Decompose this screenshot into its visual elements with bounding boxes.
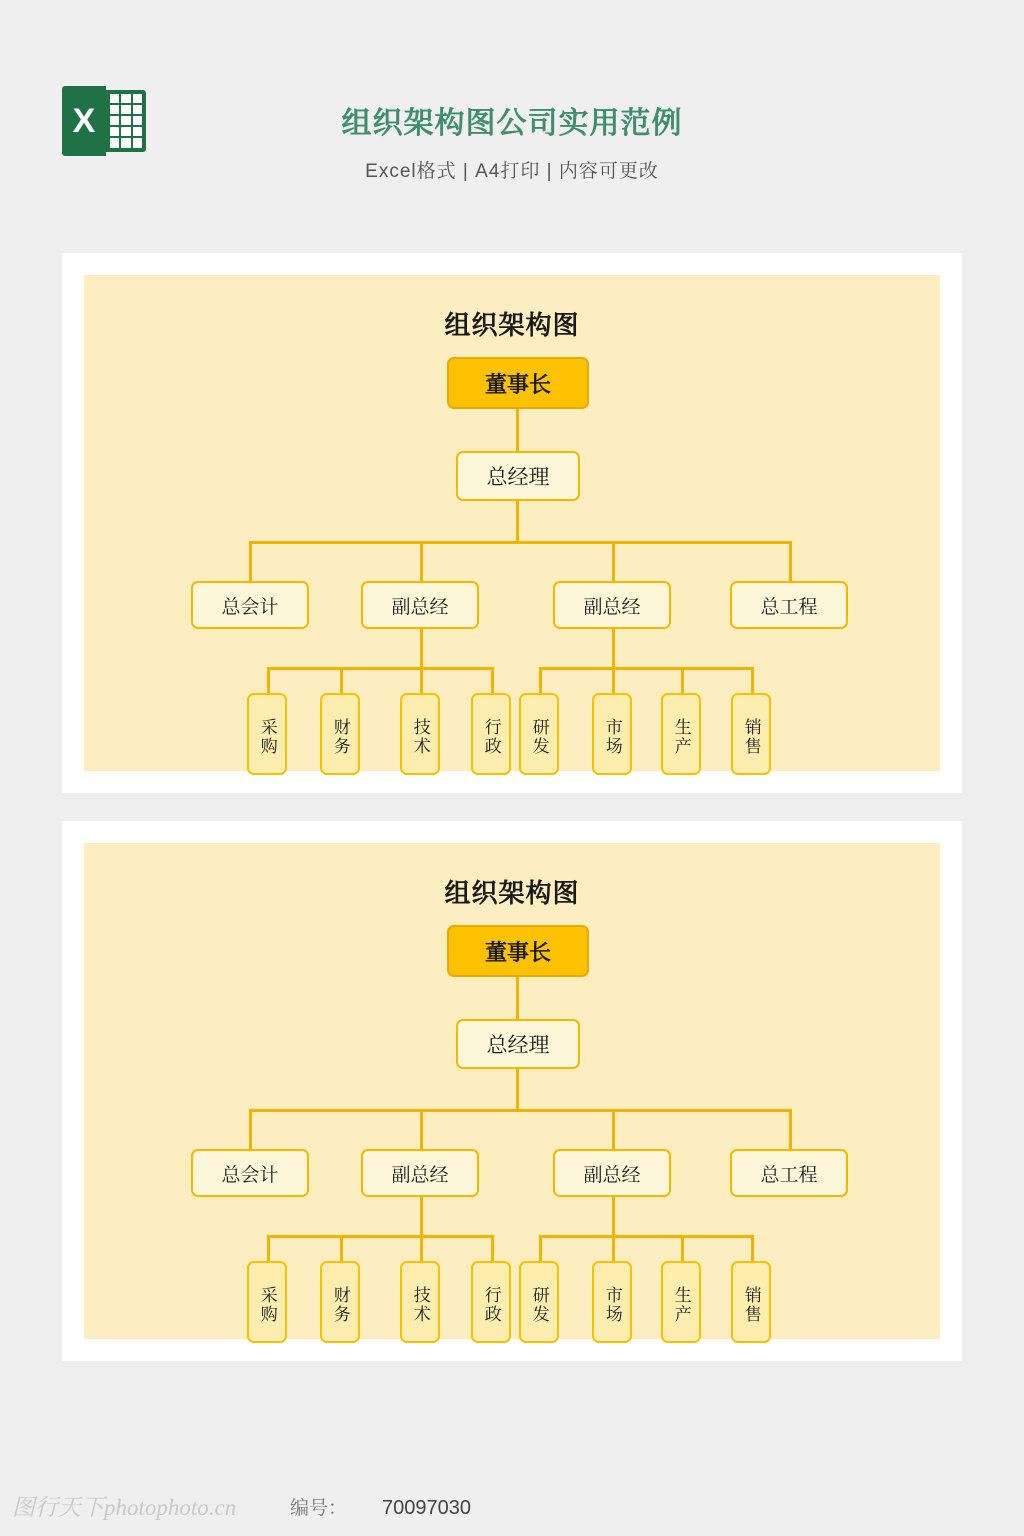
connector: [681, 1235, 684, 1261]
connector: [249, 541, 789, 544]
connector: [249, 541, 252, 581]
chart-title: 组织架构图: [444, 878, 580, 908]
node-administration[interactable]: 行政: [471, 693, 511, 775]
connector: [539, 1235, 542, 1261]
connector: [267, 667, 491, 670]
connector: [267, 667, 270, 693]
watermark-text: 图行天下photophoto.cn: [12, 1495, 237, 1520]
connector: [516, 501, 519, 541]
page-header: [0, 0, 1024, 230]
connector: [681, 667, 684, 693]
node-rnd[interactable]: 研发: [519, 1261, 559, 1343]
connector: [491, 667, 494, 693]
connector: [340, 667, 343, 693]
page-subtitle: Excel格式 | A4打印 | 内容可更改: [365, 161, 659, 182]
node-chief-accountant[interactable]: 总会计: [191, 1149, 309, 1197]
connector: [420, 541, 423, 581]
connector: [249, 1109, 789, 1112]
node-sales[interactable]: 销售: [731, 1261, 771, 1343]
connector: [420, 1109, 423, 1149]
node-finance[interactable]: 财务: [320, 693, 360, 775]
code-value: 70097030: [382, 1497, 471, 1519]
node-chief-engineer[interactable]: 总工程: [730, 581, 848, 629]
node-rnd[interactable]: 研发: [519, 693, 559, 775]
connector: [516, 409, 519, 451]
connector: [267, 1235, 270, 1261]
node-chairman[interactable]: 董事长: [447, 357, 589, 409]
connector: [751, 667, 754, 693]
connector: [420, 629, 423, 667]
node-general-manager[interactable]: 总经理: [456, 451, 580, 501]
org-chart-card-1: [62, 253, 962, 793]
node-marketing[interactable]: 市场: [592, 1261, 632, 1343]
connector: [539, 667, 751, 670]
connector: [539, 667, 542, 693]
node-production[interactable]: 生产: [661, 693, 701, 775]
node-deputy-gm-1[interactable]: 副总经: [361, 581, 479, 629]
connector: [491, 1235, 494, 1261]
node-deputy-gm-2[interactable]: 副总经: [553, 1149, 671, 1197]
connector: [789, 541, 792, 581]
node-purchasing[interactable]: 采购: [247, 1261, 287, 1343]
node-chief-accountant[interactable]: 总会计: [191, 581, 309, 629]
connector: [420, 1197, 423, 1235]
chart-title: 组织架构图: [444, 310, 580, 340]
connector: [539, 1235, 751, 1238]
connector: [340, 1235, 343, 1261]
node-technology[interactable]: 技术: [400, 1261, 440, 1343]
node-chairman[interactable]: 董事长: [447, 925, 589, 977]
node-finance[interactable]: 财务: [320, 1261, 360, 1343]
connector: [267, 1235, 491, 1238]
node-technology[interactable]: 技术: [400, 693, 440, 775]
connector: [516, 1069, 519, 1109]
connector: [612, 1235, 615, 1261]
node-deputy-gm-2[interactable]: 副总经: [553, 581, 671, 629]
connector: [249, 1109, 252, 1149]
connector: [612, 629, 615, 667]
node-general-manager[interactable]: 总经理: [456, 1019, 580, 1069]
page-footer: [0, 1488, 1024, 1528]
code-label: 编号：: [290, 1498, 348, 1519]
node-chief-engineer[interactable]: 总工程: [730, 1149, 848, 1197]
excel-logo-letter: X: [62, 86, 106, 156]
connector: [751, 1235, 754, 1261]
connector: [420, 1235, 423, 1261]
connector: [612, 667, 615, 693]
node-administration[interactable]: 行政: [471, 1261, 511, 1343]
connector: [612, 1109, 615, 1149]
node-marketing[interactable]: 市场: [592, 693, 632, 775]
connector: [612, 1197, 615, 1235]
connector: [789, 1109, 792, 1149]
org-chart-card-2: [62, 821, 962, 1361]
page-title: 组织架构图公司实用范例: [341, 107, 683, 140]
org-chart-2: [84, 843, 940, 1339]
node-purchasing[interactable]: 采购: [247, 693, 287, 775]
node-deputy-gm-1[interactable]: 副总经: [361, 1149, 479, 1197]
node-sales[interactable]: 销售: [731, 693, 771, 775]
node-production[interactable]: 生产: [661, 1261, 701, 1343]
connector: [516, 977, 519, 1019]
connector: [612, 541, 615, 581]
org-chart-1: [84, 275, 940, 771]
connector: [420, 667, 423, 693]
